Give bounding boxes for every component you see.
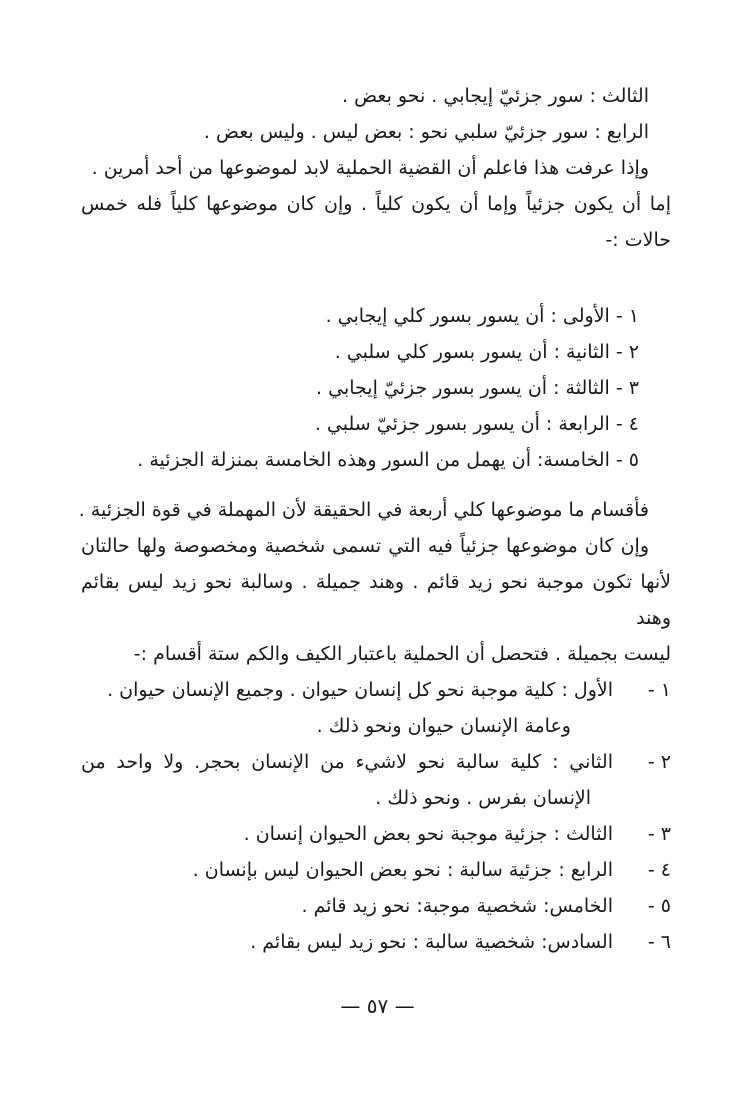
item-text: الثالث : جزئية موجبة نحو بعض الحيوان إنسان . — [243, 823, 613, 845]
case-item: ١ - الأولى : أن يسور بسور كلي إيجابي . — [325, 305, 639, 327]
case-item: ٤ - الرابعة : أن يسور بسور جزئيّ سلبي . — [314, 413, 639, 435]
paragraph-2-line-3: لأنها تكون موجبة نحو زيد قائم . وهند جميلة . وسالبة نحو زيد ليس بقائم وهند — [81, 571, 671, 629]
text-line-third-quantifier: الثالث : سور جزئيّ إيجابي . نحو بعض . — [342, 85, 649, 107]
case-item: ٣ - الثالثة : أن يسور بسور جزئيّ إيجابي . — [316, 377, 639, 399]
case-item: ٢ - الثانية : أن يسور بسور كلي سلبي . — [334, 341, 639, 363]
item-continuation: وعامة الإنسان حيوان ونحو ذلك . — [316, 715, 571, 737]
paragraph-2-line-1: فأقسام ما موضوعها كلي أربعة في الحقيقة لأن المهملة في قوة الجزئية . — [78, 499, 649, 521]
list-item — [81, 672, 671, 708]
item-continuation: الإنسان بفرس . ونحو ذلك . — [375, 787, 591, 809]
item-text: الثاني : كلية سالبة نحو لاشيء من الإنسان بحجر. ولا واحد من — [81, 751, 613, 773]
list-item — [81, 888, 671, 924]
item-text: الخامس: شخصية موجبة: نحو زيد قائم . — [301, 895, 613, 917]
item-number: ٤ - — [647, 859, 671, 881]
list-item — [81, 744, 671, 780]
page-body — [78, 78, 671, 960]
text-line-fourth-quantifier: الرابع : سور جزئيّ سلبي نحو : بعض ليس . وليس بعض . — [203, 121, 649, 143]
item-text: الرابع : جزئية سالبة : نحو بعض الحيوان ليس بإنسان . — [192, 859, 613, 881]
item-number: ٦ - — [647, 931, 671, 953]
page-number: — ٥٧ — — [340, 994, 415, 1018]
paragraph-1-line-2: إما أن يكون جزئياً وإما أن يكون كلياً . وإن كان موضوعها كلياً فله خمس — [81, 193, 671, 215]
list-item — [81, 816, 671, 852]
item-number: ١ - — [647, 679, 671, 701]
spacer — [81, 478, 671, 492]
paragraph-1-line-3: حالات :- — [605, 229, 671, 251]
paragraph-2-line-4: ليست بجميلة . فتحصل أن الحملية باعتبار الكيف والكم ستة أقسام :- — [133, 643, 671, 665]
list-item — [81, 924, 671, 960]
item-text: السادس: شخصية سالبة : نحو زيد ليس بقائم . — [250, 931, 613, 953]
spacer — [81, 258, 671, 298]
item-number: ٢ - — [647, 751, 671, 773]
item-number: ٥ - — [647, 895, 671, 917]
list-item — [81, 852, 671, 888]
cases-list — [81, 298, 671, 478]
item-number: ٣ - — [647, 823, 671, 845]
case-item: ٥ - الخامسة: أن يهمل من السور وهذه الخامسة بمنزلة الجزئية . — [137, 449, 639, 471]
divisions-list — [81, 672, 671, 960]
item-text: الأول : كلية موجبة نحو كل إنسان حيوان . وجميع الإنسان حيوان . — [107, 679, 613, 701]
paragraph-2-line-2: وإن كان موضوعها جزئياً فيه التي تسمى شخصية ومخصوصة ولها حالتان — [81, 535, 649, 557]
paragraph-1-line-1: وإذا عرفت هذا فاعلم أن القضية الحملية لابد لموضوعها من أحد أمرين . — [91, 157, 649, 179]
